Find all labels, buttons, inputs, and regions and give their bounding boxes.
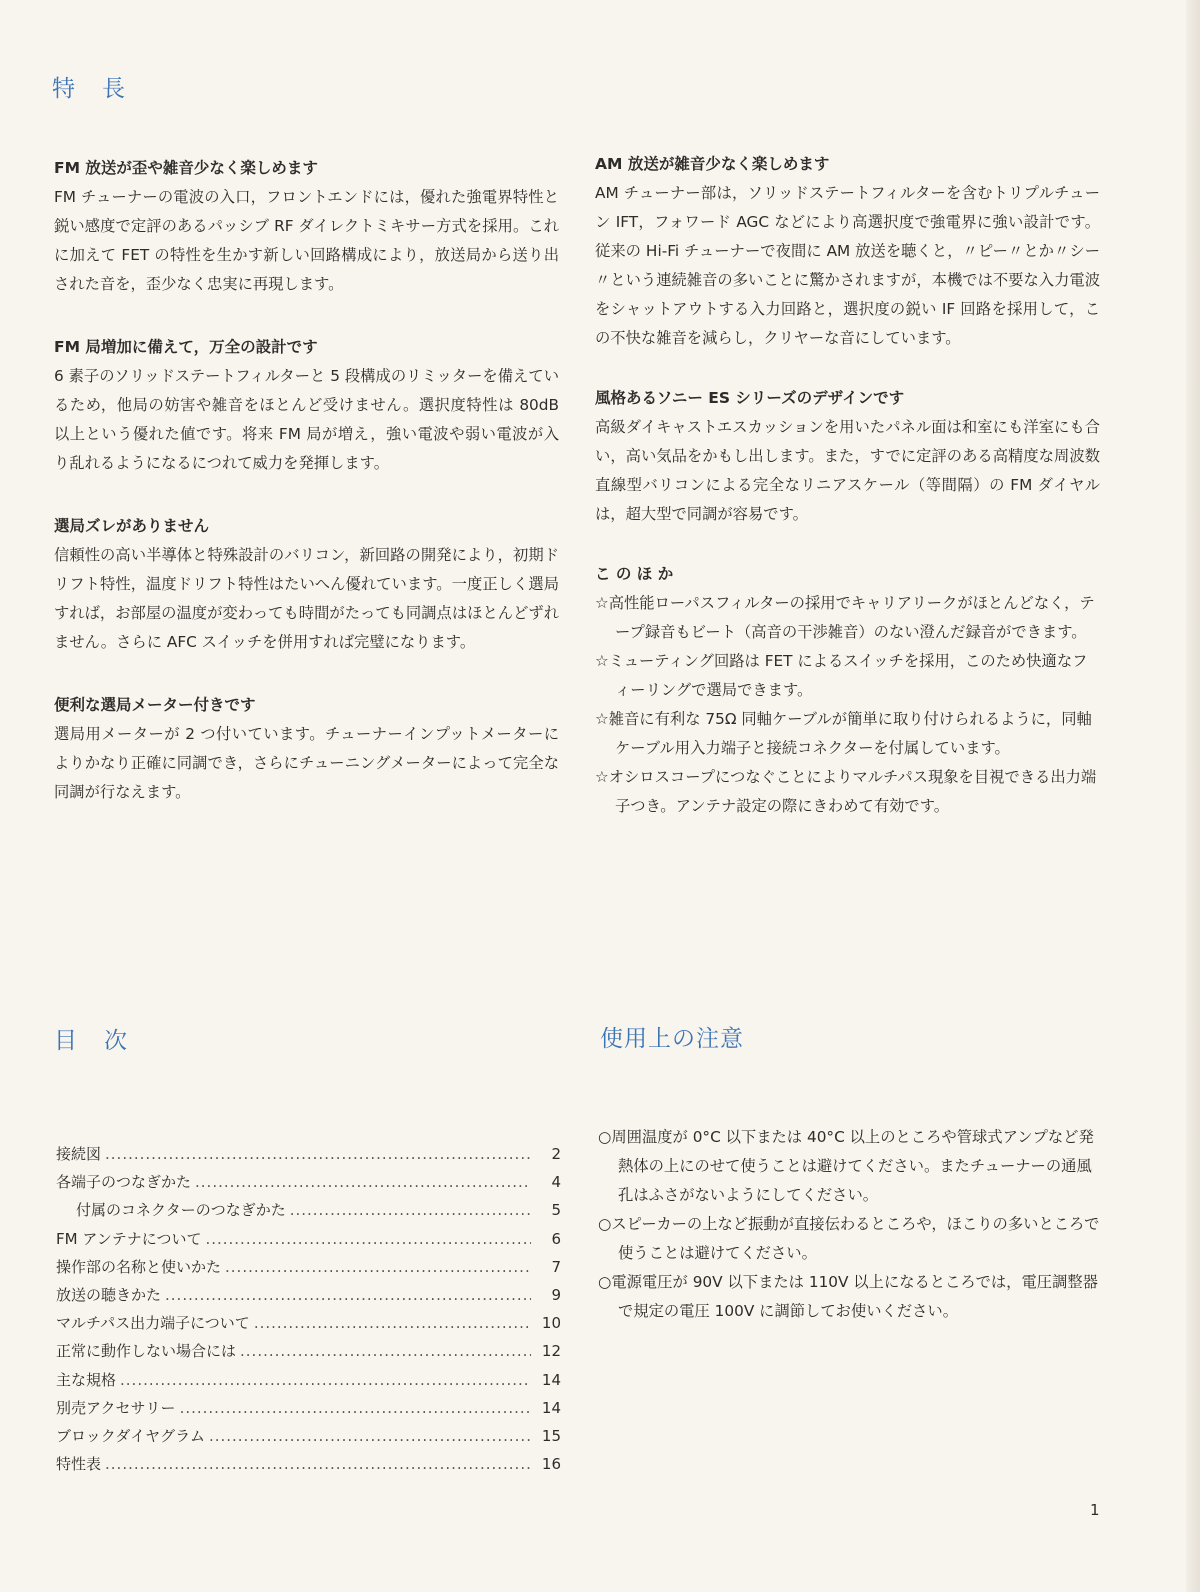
toc-entry [56,1199,561,1227]
toc-entry-page: 15 [541,1426,561,1445]
feature-body: 信頼性の高い半導体と特殊設計のバリコン，新回路の開発により，初期ドリフト特性，温度ドリフト特性はたいへん優れています。一度正しく選局すれば，お部屋の温度が変わっても時間がたっても同調点はほとんどずれません。さらに AFC スイッチを併用すれば完璧になります。 [54,546,559,651]
list-item: ☆オシロスコープにつなぐことによりマルチパス現象を目視できる出力端子つき。アンテナ設定の際にきわめて有効です。 [595,768,1097,815]
toc-leader-dots [195,1173,531,1191]
features-heading: 特 長 [52,76,127,102]
toc-entry [56,1143,561,1171]
toc-entry-page: 9 [551,1285,561,1304]
cautions-column [598,1123,1102,1326]
toc-entry-page: 10 [541,1314,561,1333]
toc-heading: 目 次 [54,1028,129,1054]
feature-section-meters [54,694,559,807]
toc-leader-dots [120,1371,531,1389]
feature-title: 便利な選局メーター付きです [54,696,256,714]
toc-entry [56,1256,561,1284]
page-edge-shadow [1186,0,1200,1592]
feature-title: こ の ほ か [595,565,674,583]
cautions-list [598,1123,1102,1326]
toc-entry-page: 12 [541,1342,561,1361]
other-features-list [595,589,1100,821]
feature-title: FM 放送が歪や雑音少なく楽しめます [54,159,318,177]
features-right-column [595,153,1100,855]
feature-section-no-drift [54,515,559,657]
toc-leader-dots [225,1258,531,1276]
toc-leader-dots [290,1201,531,1219]
table-of-contents [56,1143,561,1481]
feature-title: FM 局増加に備えて，万全の設計です [54,338,318,356]
toc-entry [56,1397,561,1425]
toc-entry-label: マルチパス出力端子について [56,1314,250,1333]
page-number: 1 [1090,1501,1100,1519]
feature-body: 6 素子のソリッドステートフィルターと 5 段構成のリミッターを備えているため，他局の妨害や雑音をほとんど受けません。選択度特性は 80dB 以上という優れた値です。将来 FM 局が増え，強い電波や弱い電波が入り乱れるようになるにつれて威力を発揮します。 [54,367,559,472]
list-item: ☆雑音に有利な 75Ω 同軸ケーブルが簡単に取り付けられるように，同軸ケーブル用入力端子と接続コネクターを付属しています。 [595,710,1092,757]
feature-title: 選局ズレがありません [54,517,210,535]
toc-entry-label: 正常に動作しない場合には [56,1342,237,1361]
toc-leader-dots [240,1342,531,1360]
feature-body: FM チューナーの電波の入口，フロントエンドには，優れた強電界特性と鋭い感度で定評のあるパッシブ RF ダイレクトミキサー方式を採用。これに加えて FET の特性を生かす新しい回路構成により，放送局から送り出された音を，歪少なく忠実に再現します。 [54,188,559,293]
toc-leader-dots [209,1427,531,1445]
toc-leader-dots [205,1230,531,1248]
toc-entry-label: 別売アクセサリー [56,1398,176,1417]
feature-title: AM 放送が雑音少なく楽しめます [595,155,830,173]
feature-section-fm-stations [54,336,559,478]
feature-body: AM チューナー部は，ソリッドステートフィルターを含むトリプルチューン IFT，フォワード AGC などにより高選択度で強電界に強い設計です。従来の Hi-Fi チューナーで夜間に AM 放送を聴くと，〃ピー〃とか〃シー〃という連続雑音の多いことに驚かされますが，本機では不要な入力電波をシャットアウトする入力回路と，選択度の鋭い IF 回路を採用して，この不快な雑音を減らし，クリヤーな音にしています。 [595,184,1100,347]
toc-entry-label: 付属のコネクターのつなぎかた [76,1201,286,1220]
list-item: ○周囲温度が 0°C 以下または 40°C 以上のところや管球式アンプなど発熱体の上にのせて使うことは避けてください。またチューナーの通風孔はふさがないようにしてください。 [598,1128,1094,1204]
toc-entry [56,1425,561,1453]
feature-body: 選局用メーターが 2 つ付いています。チューナーインプットメーターによりかなり正確に同調でき，さらにチューニングメーターによって完全な同調が行なえます。 [54,725,559,801]
toc-entry [56,1312,561,1340]
toc-entry [56,1228,561,1256]
toc-entry-page: 4 [551,1173,561,1192]
list-item: ○電源電圧が 90V 以下または 110V 以上になるところでは，電圧調整器で規定の電圧 100V に調節してお使いください。 [598,1273,1098,1320]
toc-entry-label: 各端子のつなぎかた [56,1173,192,1192]
toc-entry-page: 7 [551,1257,561,1276]
toc-entry-label: ブロックダイヤグラム [56,1426,205,1445]
toc-entry-label: FM アンテナについて [56,1229,202,1248]
feature-body: 高級ダイキャストエスカッションを用いたパネル面は和室にも洋室にも合い，高い気品をかもし出します。また，すでに定評のある高精度な周波数直線型バリコンによる完全なリニアスケール（等間隔）の FM ダイヤルは，超大型で同調が容易です。 [595,418,1100,523]
toc-entry [56,1171,561,1199]
toc-entry-label: 接続図 [56,1145,102,1163]
feature-section-fm-quality [54,157,559,299]
toc-entry-page: 16 [541,1455,561,1474]
feature-title: 風格あるソニー ES シリーズのデザインです [595,389,905,407]
toc-entry-label: 放送の聴きかた [56,1285,162,1304]
toc-entry [56,1453,561,1481]
list-item: ☆高性能ローパスフィルターの採用でキャリアリークがほとんどなく，テープ録音もビート（高音の干渉雑音）のない澄んだ録音ができます。 [595,594,1095,641]
toc-entry-label: 主な規格 [56,1370,117,1389]
toc-leader-dots [165,1286,531,1304]
toc-leader-dots [180,1399,531,1417]
toc-entry [56,1340,561,1368]
feature-section-am [595,153,1100,353]
cautions-heading: 使用上の注意 [600,1026,744,1052]
list-item: ☆ミューティング回路は FET によるスイッチを採用，このため快適なフィーリングで選局できます。 [595,652,1088,699]
toc-entry-page: 14 [541,1398,561,1417]
toc-leader-dots [105,1145,531,1163]
toc-entry [56,1284,561,1312]
toc-entry-page: 2 [551,1145,561,1163]
toc-leader-dots [105,1455,531,1473]
toc-entry-page: 14 [541,1370,561,1389]
feature-section-design [595,387,1100,529]
features-left-column [54,157,559,841]
feature-section-other [595,563,1100,821]
toc-entry-label: 操作部の名称と使いかた [56,1257,222,1276]
toc-entry-label: 特性表 [56,1455,102,1474]
toc-leader-dots [254,1314,531,1332]
toc-entry-page: 6 [551,1229,561,1248]
toc-entry [56,1369,561,1397]
toc-entry-page: 5 [551,1201,561,1220]
list-item: ○スピーカーの上など振動が直接伝わるところや，ほこりの多いところで使うことは避けてください。 [598,1215,1100,1262]
